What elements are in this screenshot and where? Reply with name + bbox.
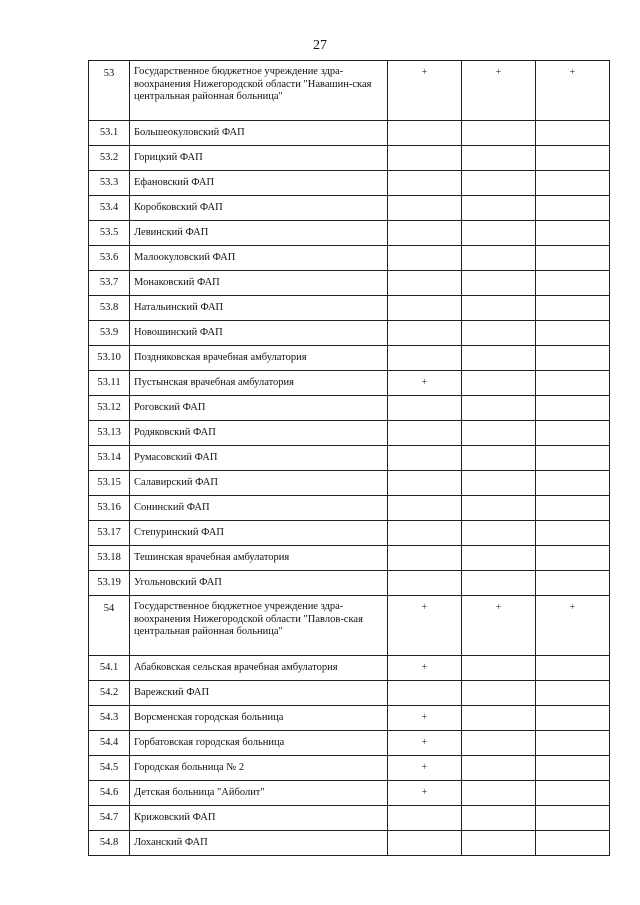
row-number: 53.12 — [89, 396, 130, 421]
institution-name: Ворсменская городская больница — [130, 706, 388, 731]
table-row — [89, 146, 610, 171]
table-row — [89, 121, 610, 146]
institution-name: Государственное бюджетное учреждение здра-воохранения Нижегородской области "Навашин-ская центральная районная больница" — [130, 61, 388, 121]
mark-cell-3 — [536, 121, 610, 146]
mark-cell-2 — [462, 471, 536, 496]
table-row — [89, 521, 610, 546]
mark-cell-3 — [536, 421, 610, 446]
institution-name: Роговский ФАП — [130, 396, 388, 421]
mark-cell-1: + — [388, 731, 462, 756]
row-number: 53.13 — [89, 421, 130, 446]
mark-cell-2 — [462, 146, 536, 171]
mark-cell-2 — [462, 121, 536, 146]
row-number: 53.11 — [89, 371, 130, 396]
mark-cell-1: + — [388, 706, 462, 731]
mark-cell-2 — [462, 731, 536, 756]
mark-cell-1 — [388, 546, 462, 571]
row-number: 54.7 — [89, 806, 130, 831]
mark-cell-2 — [462, 806, 536, 831]
row-number: 53.16 — [89, 496, 130, 521]
mark-cell-3 — [536, 756, 610, 781]
mark-cell-3 — [536, 196, 610, 221]
mark-cell-2 — [462, 396, 536, 421]
mark-cell-3 — [536, 806, 610, 831]
page-number: 27 — [313, 38, 327, 53]
table-row — [89, 271, 610, 296]
row-number: 54.3 — [89, 706, 130, 731]
mark-cell-3 — [536, 346, 610, 371]
mark-cell-1 — [388, 246, 462, 271]
mark-cell-2 — [462, 346, 536, 371]
mark-cell-3 — [536, 471, 610, 496]
facilities-table — [88, 60, 610, 856]
row-number: 53.7 — [89, 271, 130, 296]
mark-cell-1 — [388, 496, 462, 521]
mark-cell-2 — [462, 271, 536, 296]
institution-name: Натальинский ФАП — [130, 296, 388, 321]
table-row — [89, 806, 610, 831]
table-row — [89, 731, 610, 756]
mark-cell-3 — [536, 271, 610, 296]
row-number: 53 — [89, 61, 130, 121]
row-number: 54.2 — [89, 681, 130, 706]
row-number: 53.15 — [89, 471, 130, 496]
mark-cell-2 — [462, 446, 536, 471]
row-number: 53.14 — [89, 446, 130, 471]
row-number: 53.1 — [89, 121, 130, 146]
mark-cell-1 — [388, 221, 462, 246]
institution-name: Пустынская врачебная амбулатория — [130, 371, 388, 396]
table-row — [89, 246, 610, 271]
row-number: 54.5 — [89, 756, 130, 781]
mark-cell-3 — [536, 571, 610, 596]
mark-cell-1 — [388, 471, 462, 496]
mark-cell-3 — [536, 521, 610, 546]
row-number: 53.2 — [89, 146, 130, 171]
institution-name: Большеокуловский ФАП — [130, 121, 388, 146]
institution-name: Родяковский ФАП — [130, 421, 388, 446]
mark-cell-1 — [388, 196, 462, 221]
row-number: 53.10 — [89, 346, 130, 371]
institution-name: Новошинский ФАП — [130, 321, 388, 346]
mark-cell-2 — [462, 296, 536, 321]
mark-cell-2 — [462, 706, 536, 731]
table-row — [89, 446, 610, 471]
row-number: 53.5 — [89, 221, 130, 246]
row-number: 54.6 — [89, 781, 130, 806]
table-row — [89, 596, 610, 656]
institution-name: Варежский ФАП — [130, 681, 388, 706]
institution-name: Детская больница "Айболит" — [130, 781, 388, 806]
institution-name: Городская больница № 2 — [130, 756, 388, 781]
mark-cell-3 — [536, 396, 610, 421]
mark-cell-3 — [536, 171, 610, 196]
row-number: 54.8 — [89, 831, 130, 856]
mark-cell-1 — [388, 681, 462, 706]
mark-cell-1 — [388, 571, 462, 596]
institution-name: Левинский ФАП — [130, 221, 388, 246]
mark-cell-1: + — [388, 656, 462, 681]
institution-name: Степуринский ФАП — [130, 521, 388, 546]
table-row — [89, 396, 610, 421]
mark-cell-3 — [536, 546, 610, 571]
table-row — [89, 296, 610, 321]
table-row — [89, 756, 610, 781]
mark-cell-2 — [462, 221, 536, 246]
mark-cell-1: + — [388, 781, 462, 806]
mark-cell-1 — [388, 521, 462, 546]
mark-cell-3 — [536, 831, 610, 856]
mark-cell-2 — [462, 246, 536, 271]
mark-cell-3 — [536, 706, 610, 731]
table-row — [89, 546, 610, 571]
institution-name: Малоокуловский ФАП — [130, 246, 388, 271]
row-number: 53.17 — [89, 521, 130, 546]
mark-cell-1 — [388, 296, 462, 321]
mark-cell-1 — [388, 171, 462, 196]
mark-cell-2 — [462, 656, 536, 681]
mark-cell-1: + — [388, 596, 462, 656]
table-row — [89, 571, 610, 596]
mark-cell-2 — [462, 756, 536, 781]
mark-cell-1 — [388, 146, 462, 171]
mark-cell-2 — [462, 371, 536, 396]
table-row — [89, 681, 610, 706]
mark-cell-1 — [388, 446, 462, 471]
mark-cell-3 — [536, 321, 610, 346]
institution-name: Лоханский ФАП — [130, 831, 388, 856]
row-number: 53.6 — [89, 246, 130, 271]
row-number: 53.19 — [89, 571, 130, 596]
mark-cell-1 — [388, 421, 462, 446]
mark-cell-1 — [388, 396, 462, 421]
row-number: 53.9 — [89, 321, 130, 346]
mark-cell-2 — [462, 171, 536, 196]
row-number: 53.8 — [89, 296, 130, 321]
institution-name: Горицкий ФАП — [130, 146, 388, 171]
institution-name: Коробковский ФАП — [130, 196, 388, 221]
table-row — [89, 706, 610, 731]
institution-name: Румасовский ФАП — [130, 446, 388, 471]
mark-cell-2 — [462, 546, 536, 571]
mark-cell-1: + — [388, 756, 462, 781]
table-row — [89, 471, 610, 496]
table-row — [89, 831, 610, 856]
table-row — [89, 61, 610, 121]
table-row — [89, 346, 610, 371]
mark-cell-3 — [536, 496, 610, 521]
mark-cell-2 — [462, 571, 536, 596]
institution-name: Поздняковская врачебная амбулатория — [130, 346, 388, 371]
table-row — [89, 321, 610, 346]
mark-cell-3 — [536, 681, 610, 706]
row-number: 53.18 — [89, 546, 130, 571]
institution-name: Ефановский ФАП — [130, 171, 388, 196]
mark-cell-3: + — [536, 61, 610, 121]
institution-name: Государственное бюджетное учреждение здра-воохранения Нижегородской области "Павлов-ская центральная районная больница" — [130, 596, 388, 656]
mark-cell-1: + — [388, 61, 462, 121]
mark-cell-2: + — [462, 61, 536, 121]
mark-cell-1 — [388, 271, 462, 296]
table-body — [89, 61, 610, 856]
mark-cell-2 — [462, 781, 536, 806]
table-row — [89, 196, 610, 221]
institution-name: Абабковская сельская врачебная амбулатория — [130, 656, 388, 681]
mark-cell-3 — [536, 371, 610, 396]
mark-cell-3 — [536, 246, 610, 271]
table-row — [89, 371, 610, 396]
institution-name: Сонинский ФАП — [130, 496, 388, 521]
mark-cell-2 — [462, 496, 536, 521]
table-row — [89, 496, 610, 521]
mark-cell-2: + — [462, 596, 536, 656]
mark-cell-1 — [388, 806, 462, 831]
institution-name: Угольновский ФАП — [130, 571, 388, 596]
mark-cell-3 — [536, 656, 610, 681]
mark-cell-2 — [462, 321, 536, 346]
table-row — [89, 171, 610, 196]
mark-cell-1 — [388, 121, 462, 146]
row-number: 54.1 — [89, 656, 130, 681]
institution-name: Тешинская врачебная амбулатория — [130, 546, 388, 571]
mark-cell-2 — [462, 421, 536, 446]
mark-cell-1 — [388, 321, 462, 346]
institution-name: Крижовский ФАП — [130, 806, 388, 831]
table-row — [89, 421, 610, 446]
mark-cell-3 — [536, 296, 610, 321]
institution-name: Монаковский ФАП — [130, 271, 388, 296]
table-row — [89, 781, 610, 806]
row-number: 53.3 — [89, 171, 130, 196]
mark-cell-3 — [536, 446, 610, 471]
institution-name: Горбатовская городская больница — [130, 731, 388, 756]
mark-cell-1 — [388, 831, 462, 856]
mark-cell-3 — [536, 731, 610, 756]
mark-cell-3 — [536, 781, 610, 806]
row-number: 54 — [89, 596, 130, 656]
mark-cell-3: + — [536, 596, 610, 656]
mark-cell-3 — [536, 146, 610, 171]
mark-cell-2 — [462, 521, 536, 546]
mark-cell-3 — [536, 221, 610, 246]
mark-cell-1: + — [388, 371, 462, 396]
mark-cell-2 — [462, 681, 536, 706]
mark-cell-2 — [462, 831, 536, 856]
row-number: 53.4 — [89, 196, 130, 221]
table-row — [89, 221, 610, 246]
row-number: 54.4 — [89, 731, 130, 756]
mark-cell-2 — [462, 196, 536, 221]
institution-name: Салавирский ФАП — [130, 471, 388, 496]
mark-cell-1 — [388, 346, 462, 371]
table-row — [89, 656, 610, 681]
